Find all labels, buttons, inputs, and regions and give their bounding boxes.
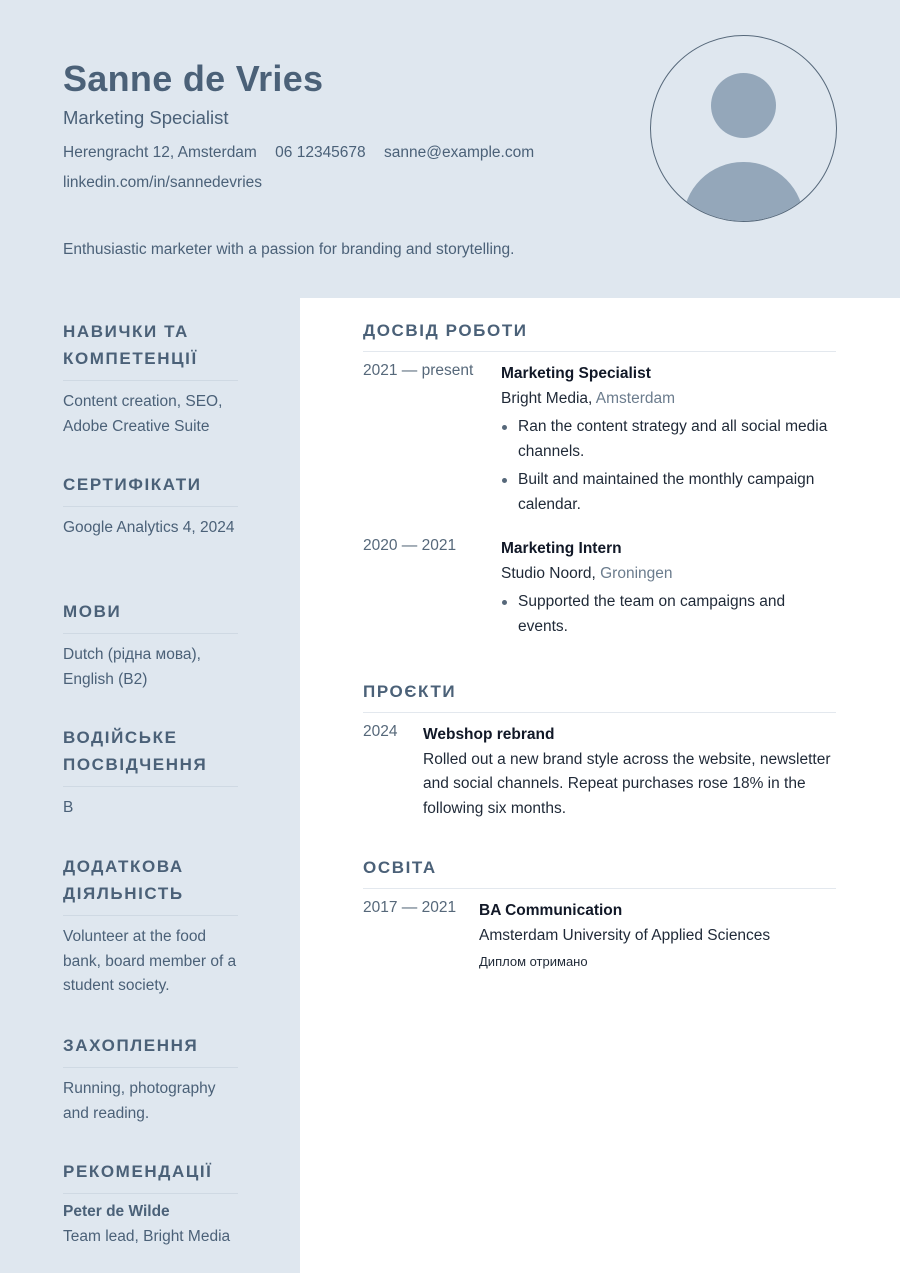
address: Herengracht 12, Amsterdam xyxy=(63,144,257,161)
languages-heading: МОВИ xyxy=(63,598,238,634)
bullet-item: Built and maintained the monthly campaign calendar. xyxy=(501,468,836,517)
education-dates: 2017 — 2021 xyxy=(363,899,457,916)
experience-bullets xyxy=(501,415,836,517)
experience-employer: Bright Media, Amsterdam xyxy=(501,389,676,407)
skills-heading: НАВИЧКИ ТА КОМПЕТЕНЦІЇ xyxy=(63,318,238,381)
experience-section xyxy=(363,320,836,643)
certificates-text: Google Analytics 4, 2024 xyxy=(63,519,235,536)
candidate-role: Marketing Specialist xyxy=(63,107,229,128)
profile-summary: Enthusiastic marketer with a passion for branding and storytelling. xyxy=(63,241,515,258)
sidebar xyxy=(0,298,300,1273)
education-degree: BA Communication xyxy=(479,902,623,919)
education-school: Amsterdam University of Applied Sciences xyxy=(479,926,771,944)
education-details xyxy=(479,899,836,975)
experience-company: Bright Media xyxy=(501,389,589,407)
activities-text: Volunteer at the food bank, board member of a student society. xyxy=(63,928,237,994)
experience-location: Amsterdam xyxy=(595,389,676,407)
experience-company: Studio Noord xyxy=(501,564,592,582)
projects-section xyxy=(363,681,836,821)
experience-employer: Studio Noord, Groningen xyxy=(501,564,673,582)
contact-info xyxy=(63,144,548,162)
avatar-body-shape xyxy=(683,162,804,222)
projects-heading: ПРОЄКТИ xyxy=(363,681,836,713)
bullet-item: Ran the content strategy and all social media channels. xyxy=(501,415,836,464)
project-description: Rolled out a new brand style across the website, newsletter and social channels. Repeat purchases rose 18% in the following six months. xyxy=(423,750,831,817)
experience-position: Marketing Intern xyxy=(501,540,622,557)
certificates-section xyxy=(63,471,238,541)
experience-position: Marketing Specialist xyxy=(501,365,651,382)
experience-heading: ДОСВІД РОБОТИ xyxy=(363,320,836,352)
linkedin-line xyxy=(63,174,276,192)
certificates-heading: СЕРТИФІКАТИ xyxy=(63,471,238,507)
project-year: 2024 xyxy=(363,723,398,740)
reference-title: Team lead, Bright Media xyxy=(63,1227,231,1245)
license-heading: ВОДІЙСЬКЕ ПОСВІДЧЕННЯ xyxy=(63,724,238,787)
experience-entry xyxy=(363,537,836,639)
candidate-name: Sanne de Vries xyxy=(63,58,324,99)
languages-section xyxy=(63,598,238,692)
resume-header xyxy=(0,0,900,298)
reference-entry xyxy=(63,1200,238,1249)
education-entry xyxy=(363,899,836,975)
experience-details xyxy=(501,537,836,639)
references-section xyxy=(63,1158,238,1249)
project-name: Webshop rebrand xyxy=(423,726,555,743)
linkedin-link: linkedin.com/in/sannedevries xyxy=(63,174,263,191)
skills-section xyxy=(63,318,238,439)
project-details xyxy=(423,723,836,821)
activities-heading: ДОДАТКОВА ДІЯЛЬНІСТЬ xyxy=(63,853,238,916)
experience-location: Groningen xyxy=(600,564,673,582)
experience-details xyxy=(501,362,836,517)
interests-heading: ЗАХОПЛЕННЯ xyxy=(63,1032,238,1068)
experience-entry xyxy=(363,362,836,517)
education-heading: ОСВІТА xyxy=(363,857,836,889)
license-text: B xyxy=(63,799,74,816)
reference-name: Peter de Wilde xyxy=(63,1203,170,1220)
bullet-item: Supported the team on campaigns and events. xyxy=(501,590,836,639)
interests-section xyxy=(63,1032,238,1126)
education-note: Диплом отримано xyxy=(479,954,588,969)
experience-bullets xyxy=(501,590,836,639)
experience-dates: 2020 — 2021 xyxy=(363,537,457,554)
license-section xyxy=(63,724,238,821)
references-heading: РЕКОМЕНДАЦІЇ xyxy=(63,1158,238,1194)
education-section xyxy=(363,857,836,975)
avatar-head-shape xyxy=(711,73,776,138)
project-entry xyxy=(363,723,836,821)
avatar-placeholder-icon xyxy=(650,35,837,222)
experience-dates: 2021 — present xyxy=(363,362,474,379)
activities-section xyxy=(63,853,238,999)
email: sanne@example.com xyxy=(383,144,535,161)
languages-text: Dutch (рідна мова), English (B2) xyxy=(63,646,201,688)
interests-text: Running, photography and reading. xyxy=(63,1080,216,1122)
phone: 06 12345678 xyxy=(275,144,366,161)
skills-text: Content creation, SEO, Adobe Creative Suite xyxy=(63,393,223,435)
